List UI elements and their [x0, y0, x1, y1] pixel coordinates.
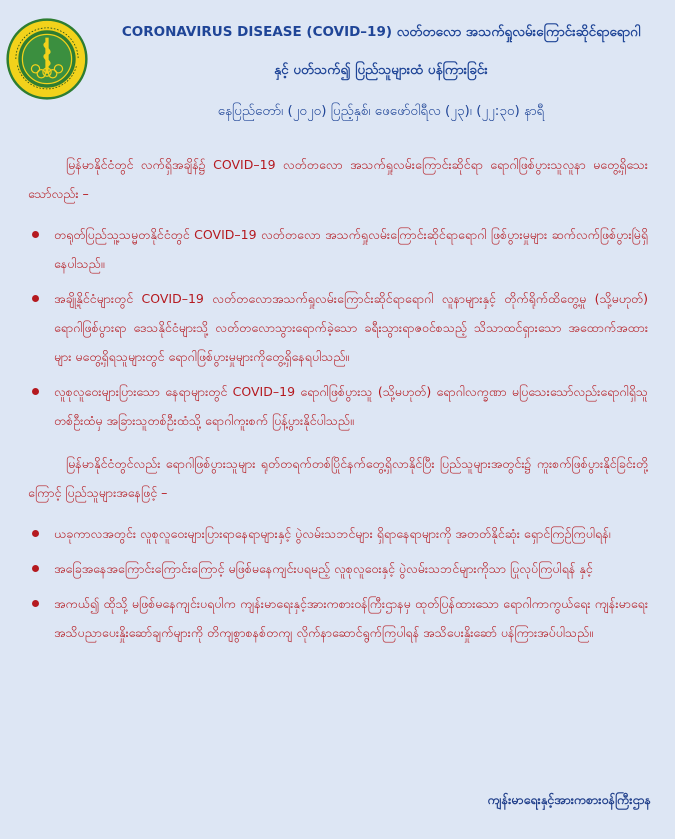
ministry-seal-logo [6, 18, 88, 100]
advice-paragraph: မြန်မာနိုင်ငံတွင်လည်း ရောဂါဖြစ်ပွားသူများ ရုတ်တရက်တစ်ပြိုင်နက်တွေ့ရှိလာနိုင်ပြီး ပြည်သူများအတွင်း၌ ကူးစက်ဖြစ်ပွားနိုင်ခြင်းတို့ကြောင့် ပြည်သူများအနေဖြင့် – [28, 456, 648, 500]
list-item [28, 554, 648, 583]
situation-list [28, 220, 648, 435]
bullet-icon [32, 530, 39, 537]
bullet-icon [32, 565, 39, 572]
list-item [28, 377, 648, 435]
list-item [28, 220, 648, 278]
bullet-icon [32, 231, 39, 238]
list-item-text: ယခုကာလအတွင်း လူစုလူဝေးများပြားရာနေရာများနှင့် ပွဲလမ်းသဘင်များ ရှိရာနေရာများကို အတတ်နိုင်ဆုံး ရှောင်ကြဉ်ကြပါရန်၊ [54, 526, 611, 541]
list-item-text: အကယ်၍ ထိုသို့ မဖြစ်မနေကျင်းပရပါက ကျန်းမာရေးနှင့်အားကစားဝန်ကြီးဌာနမှ ထုတ်ပြန်ထားသော ရောဂါကာကွယ်ရေး ကျန်းမာရေးအသိပညာပေးနှိုးဆော်ချက်များကို တိကျစွာစနစ်တကျ လိုက်နာဆောင်ရွက်ကြပါရန် အသိပေးနှိုးဆော် ပန်ကြားအပ်ပါသည်။ [54, 596, 648, 640]
notice-title-line2: နှင့် ပတ်သက်၍ ပြည်သူများထံ ပန်ကြားခြင်း [274, 62, 488, 78]
list-item [28, 284, 648, 371]
notice-title-line1: CORONAVIRUS DISEASE (COVID–19) လတ်တလော အသက်ရှုလမ်းကြောင်းဆိုင်ရာရောဂါ [121, 24, 641, 40]
date-line: နေပြည်တော်၊ (၂၀၂၀) ပြည့်နှစ်၊ ဖေဖော်ဝါရီလ (၂၃)၊ (၂၂:၃၀) နာရီ [217, 103, 545, 119]
list-item-text: တရုတ်ပြည်သူ့သမ္မတနိုင်ငံတွင် COVID–19 လတ်တလော အသက်ရှုလမ်းကြောင်းဆိုင်ရာရောဂါ ဖြစ်ပွားမှုများ ဆက်လက်ဖြစ်ပွားမြဲရှိနေပါသည်။ [54, 227, 648, 271]
ministry-signature: ကျန်းမာရေးနှင့်အားကစားဝန်ကြီးဌာန [487, 792, 651, 807]
list-item [28, 519, 648, 548]
bullet-icon [32, 600, 39, 607]
notice-body [28, 150, 648, 653]
list-item-text: အချို့နိုင်ငံများတွင် COVID–19 လတ်တလောအသက်ရှုလမ်းကြောင်းဆိုင်ရာရောဂါ လူနာများနှင့် တိုက်ရိုက်ထိတွေ့မှု (သို့မဟုတ်) ရောဂါဖြစ်ပွားရာ ဒေသနိုင်ငံများသို့ လတ်တလောသွားရောက်ခဲ့သော ခရီးသွားရာဇဝင်စသည့် သိသာထင်ရှားသော အထောက်အထားများ မတွေ့ရှိရသူများတွင် ရောဂါဖြစ်ပွားမှုများကိုတွေ့ရှိနေရပါသည်။ [54, 291, 648, 364]
list-item [28, 589, 648, 647]
list-item-text: လူစုလူဝေးများပြားသော နေရာများတွင် COVID–19 ရောဂါဖြစ်ပွားသူ (သို့မဟုတ်) ရောဂါလက္ခဏာ မပြသေးသော်လည်းရောဂါရှိသူတစ်ဦးထံမှ အခြားသူတစ်ဦးထံသို့ ရောဂါကူးစက် ပြန့်ပွားနိုင်ပါသည်။ [54, 384, 648, 428]
advice-list [28, 519, 648, 647]
bullet-icon [32, 388, 39, 395]
bullet-icon [32, 295, 39, 302]
list-item-text: အခြေအနေအကြောင်းကြောင်းကြောင့် မဖြစ်မနေကျင်းပရမည့် လူစုလူဝေးနှင့် ပွဲလမ်းသဘင်များကိုသာ ပြုလုပ်ကြပါရန် နှင့် [54, 561, 593, 576]
intro-paragraph: မြန်မာနိုင်ငံတွင် လက်ရှိအချိန်၌ COVID–19 လတ်တလော အသက်ရှုလမ်းကြောင်းဆိုင်ရာ ရောဂါဖြစ်ပွားသူလူနာ မတွေ့ရှိသေးသော်လည်း – [28, 157, 648, 201]
